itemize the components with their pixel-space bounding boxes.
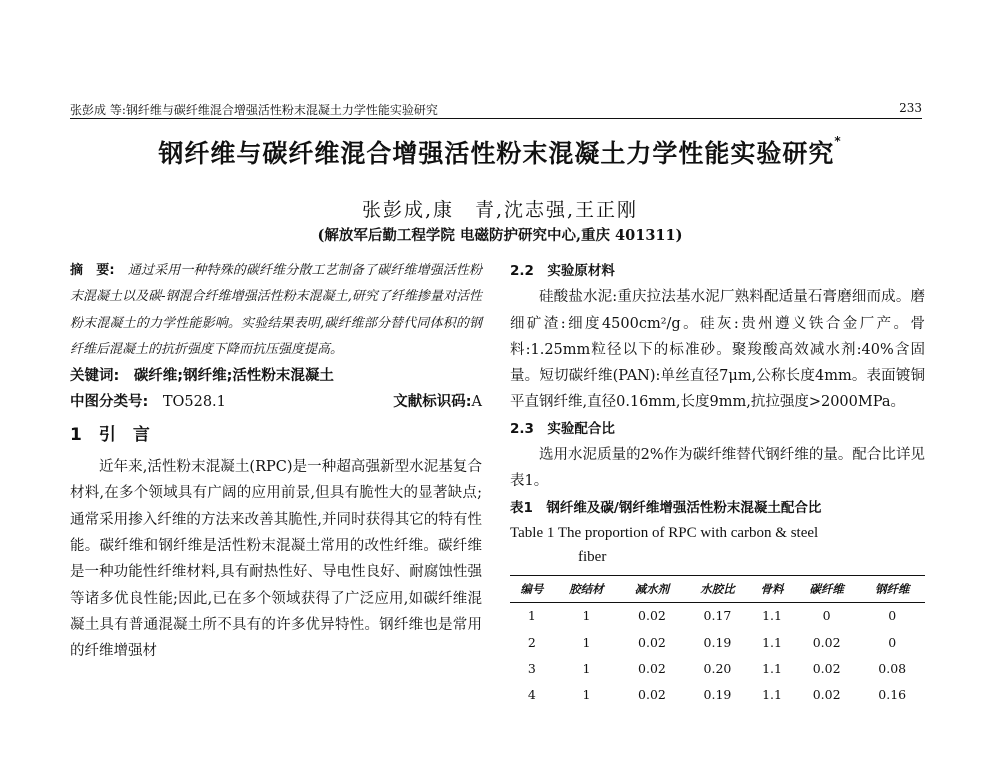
table-cell: 1.1	[762, 634, 782, 650]
running-title: 张彭成 等:钢纤维与碳纤维混合增强活性粉末混凝土力学性能实验研究	[70, 103, 438, 117]
mix-proportion-table	[510, 575, 925, 708]
header-cell: 骨料	[750, 575, 794, 602]
running-header	[70, 101, 922, 119]
table-cell: 4	[527, 687, 536, 703]
section-2-3-text: 选用水泥质量的2%作为碳纤维替代钢纤维的量。配合比详见表1。	[510, 447, 925, 490]
table-cell: 1	[582, 687, 591, 703]
table-caption-cn: 表1 钢纤维及碳/钢纤维增强活性粉末混凝土配合比	[510, 499, 822, 516]
table-cell: 1.1	[762, 687, 782, 703]
right-column	[510, 258, 925, 708]
table-cell: 0.19	[703, 634, 732, 650]
doc-code-value: A	[471, 394, 482, 411]
table-row	[510, 603, 925, 630]
header-cell: 钢纤维	[859, 575, 925, 602]
table-cell: 0.19	[703, 687, 732, 703]
header-rule	[70, 118, 922, 119]
header-cell: 减水剂	[619, 575, 685, 602]
table-cell: 0.02	[812, 634, 841, 650]
table-cell: 1.1	[762, 608, 782, 624]
table-cell: 0.20	[703, 660, 732, 676]
clc-value: TO528.1	[162, 394, 226, 411]
page-number: 233	[899, 101, 922, 115]
table-cell: 0	[822, 608, 831, 624]
table-cell: 0.02	[638, 687, 666, 703]
doc-code-label: 文献标识码:	[393, 394, 472, 411]
table-cell: 0.02	[638, 634, 666, 650]
section-2-3-heading: 2.3 实验配合比	[510, 420, 615, 437]
table-cell: 1	[582, 608, 591, 624]
header-cell: 碳纤维	[794, 575, 860, 602]
section-2-2-heading: 2.2 实验原材料	[510, 263, 615, 279]
keywords	[70, 363, 482, 389]
table-row	[510, 656, 925, 682]
table-cell: 1	[582, 634, 591, 650]
abstract-text: 通过采用一种特殊的碳纤维分散工艺制备了碳纤维增强活性粉末混凝土以及碳-钢混合纤维增强活性粉末混凝土,研究了纤维掺量对活性粉末混凝土的力学性能影响。实验结果表明,碳纤维部分替代同体积的钢纤维后混凝土的抗折强度下降而抗压强度提高。	[70, 263, 482, 357]
section-2-2-text: 硅酸盐水泥:重庆拉法基水泥厂熟料配适量石膏磨细而成。磨细矿渣:细度4500cm²/g。硅灰:贵州遵义铁合金厂产。骨料:1.25mm粒径以下的标准砂。聚羧酸高效减水剂:40%含固量。短切碳纤维(PAN):单丝直径7μm,公称长度4mm。表面镀铜平直钢纤维,直径0.16mm,长度9mm,抗拉强度>2000MPa。	[510, 289, 925, 411]
table-cell: 0	[888, 634, 897, 650]
title-text: 钢纤维与碳纤维混合增强活性粉末混凝土力学性能实验研究	[158, 139, 835, 168]
clc-label: 中图分类号:	[70, 394, 149, 411]
keywords-label: 关键词:	[70, 368, 120, 385]
affiliation: (解放军后勤工程学院 电磁防护研究中心,重庆 401311)	[317, 227, 683, 244]
table-cell: 0.17	[703, 608, 732, 624]
table-cell: 3	[527, 660, 536, 676]
section-1-text: 近年来,活性粉末混凝土(RPC)是一种超高强新型水泥基复合材料,在多个领域具有广阔的应用前景,但具有脆性大的显著缺点;通常采用掺入纤维的方法来改善其脆性,并同时获得其它的特有性能。碳纤维和钢纤维是活性粉末混凝土常用的改性纤维。碳纤维是一种功能性纤维材料,具有耐热性好、导电性良好、耐腐蚀性强等诸多优良性能;因此,已在多个领域获得了广泛应用,如碳纤维混凝土具有普通混凝土所不具有的许多优异特性。钢纤维也是常用的纤维增强材	[70, 459, 482, 660]
paper-title	[0, 134, 1000, 170]
header-cell: 胶结材	[554, 575, 620, 602]
title-footnote-mark: *	[834, 134, 842, 148]
table-row	[510, 630, 925, 656]
header-cell: 编号	[510, 575, 554, 602]
table-cell: 0.16	[878, 687, 907, 703]
table-caption-en-line2: fiber	[578, 548, 607, 565]
table-cell: 0	[888, 608, 897, 624]
table-cell: 0.02	[812, 660, 841, 676]
table-header-row	[510, 575, 925, 602]
table-cell: 1	[582, 660, 591, 676]
abstract-label: 摘 要:	[70, 263, 115, 278]
classification-line	[70, 389, 482, 415]
table-cell: 1.1	[762, 660, 782, 676]
table-row	[510, 682, 925, 708]
authors: 张彭成,康 青,沈志强,王正刚	[361, 199, 639, 221]
left-column	[70, 258, 482, 664]
table-cell: 0.08	[878, 660, 907, 676]
section-1-heading: 1 引 言	[70, 424, 150, 445]
table-cell: 0.02	[638, 660, 666, 676]
keywords-text: 碳纤维;钢纤维;活性粉末混凝土	[133, 368, 334, 385]
abstract	[70, 258, 482, 363]
table-cell: 1	[527, 608, 536, 624]
table-caption-en	[510, 521, 925, 569]
table-cell: 2	[527, 634, 536, 650]
table-cell: 0.02	[638, 608, 666, 624]
header-cell: 水胶比	[685, 575, 751, 602]
table-cell: 0.02	[812, 687, 841, 703]
table-caption-en-line1: Table 1 The proportion of RPC with carbon & steel	[510, 524, 819, 541]
